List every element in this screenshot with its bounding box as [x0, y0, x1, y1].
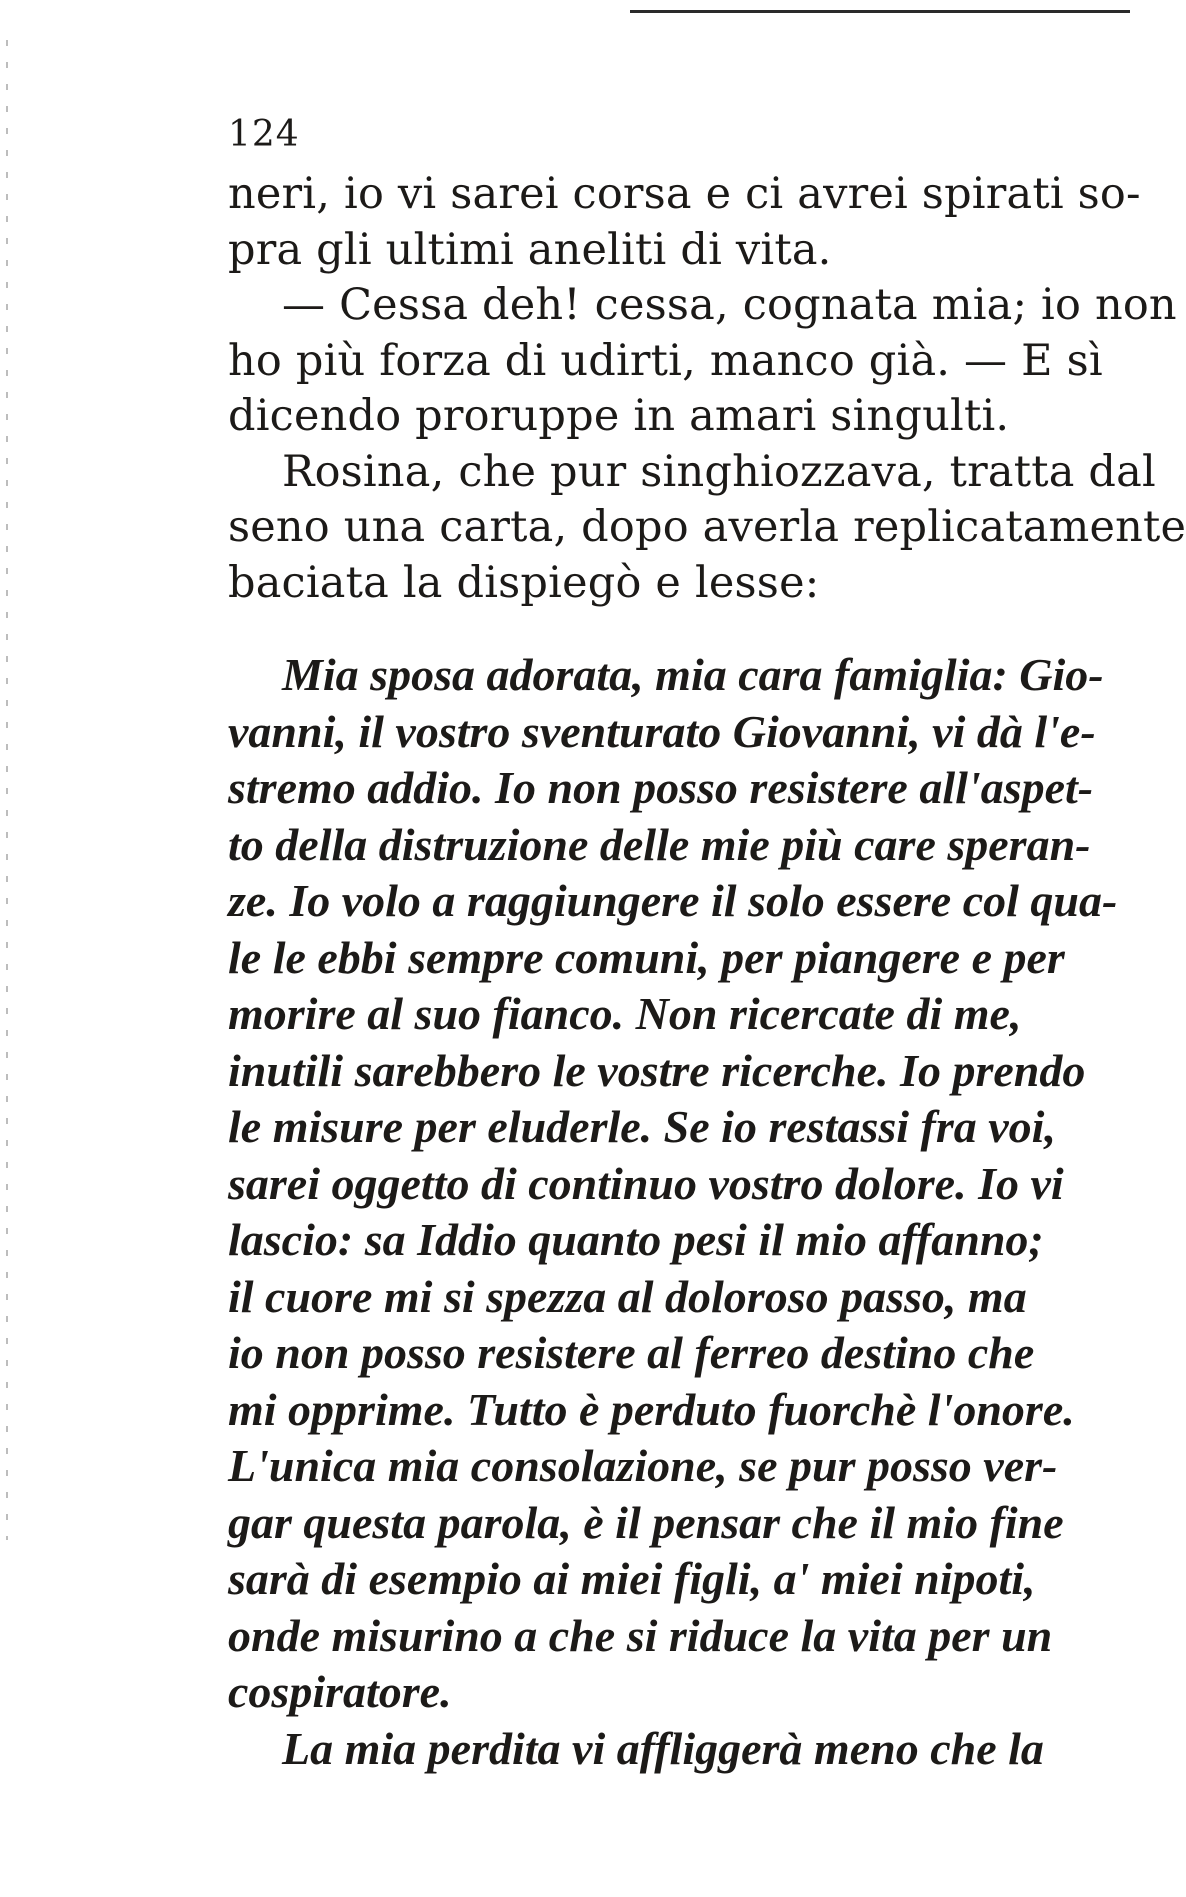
page-edge-shadow — [6, 40, 8, 1540]
letter-line: vanni, il vostro sventurato Giovanni, vi dà l'e- — [228, 705, 1096, 757]
letter-line: sarei oggetto di continuo vostro dolore. Io vi — [228, 1157, 1064, 1209]
letter-line: lascio: sa Iddio quanto pesi il mio affanno; — [228, 1214, 1044, 1265]
letter-line: le misure per eluderle. Se io restassi fra voi, — [228, 1101, 1056, 1152]
letter-line: L'unica mia consolazione, se pur posso ver- — [228, 1440, 1058, 1491]
prose-block — [228, 167, 1186, 611]
letter-line: io non posso resistere al ferreo destino che — [228, 1327, 1035, 1378]
prose-line: seno una carta, dopo averla replicatamente — [228, 502, 1186, 552]
letter-line: il cuore mi si spezza al doloroso passo, ma — [228, 1270, 1027, 1322]
section-gap — [228, 611, 1098, 647]
letter-line: inutili sarebbero le vostre ricerche. Io prendo — [228, 1044, 1086, 1096]
letter-line: sarà di esempio ai miei figli, a' miei nipoti, — [228, 1553, 1036, 1604]
top-edge-rule — [630, 10, 1130, 13]
prose-line: — Cessa deh! cessa, cognata mia; io non — [282, 280, 1177, 330]
letter-line: gar questa parola, è il pensar che il mio fine — [228, 1496, 1064, 1548]
letter-line: stremo addio. Io non posso resistere all'aspet- — [228, 762, 1094, 813]
letter-line: ze. Io volo a raggiungere il solo essere col qua- — [228, 875, 1118, 926]
prose-line: baciata la dispiegò e lesse: — [228, 557, 820, 608]
book-page — [228, 114, 1186, 1777]
prose-line: pra gli ultimi aneliti di vita. — [228, 224, 832, 275]
letter-line: morire al suo fianco. Non ricercate di me, — [228, 988, 1022, 1039]
letter-block — [228, 647, 1118, 1777]
letter-line: mi opprime. Tutto è perduto fuorchè l'onore. — [228, 1383, 1075, 1435]
letter-line: le le ebbi sempre comuni, per piangere e per — [228, 931, 1065, 983]
letter-line: to della distruzione delle mie più care speran- — [228, 818, 1091, 870]
letter-line: cospiratore. — [228, 1666, 452, 1717]
page-number: 124 — [228, 114, 300, 155]
letter-line: La mia perdita vi affliggerà meno che la — [282, 1722, 1044, 1774]
prose-line: neri, io vi sarei corsa e ci avrei spirati so- — [228, 169, 1141, 219]
letter-line: Mia sposa adorata, mia cara famiglia: Gio- — [282, 649, 1104, 700]
prose-line: dicendo proruppe in amari singulti. — [228, 391, 1010, 441]
prose-line: Rosina, che pur singhiozzava, tratta dal — [282, 446, 1156, 497]
letter-line: onde misurino a che si riduce la vita per un — [228, 1609, 1053, 1661]
prose-line: ho più forza di udirti, manco già. — E sì — [228, 335, 1103, 386]
